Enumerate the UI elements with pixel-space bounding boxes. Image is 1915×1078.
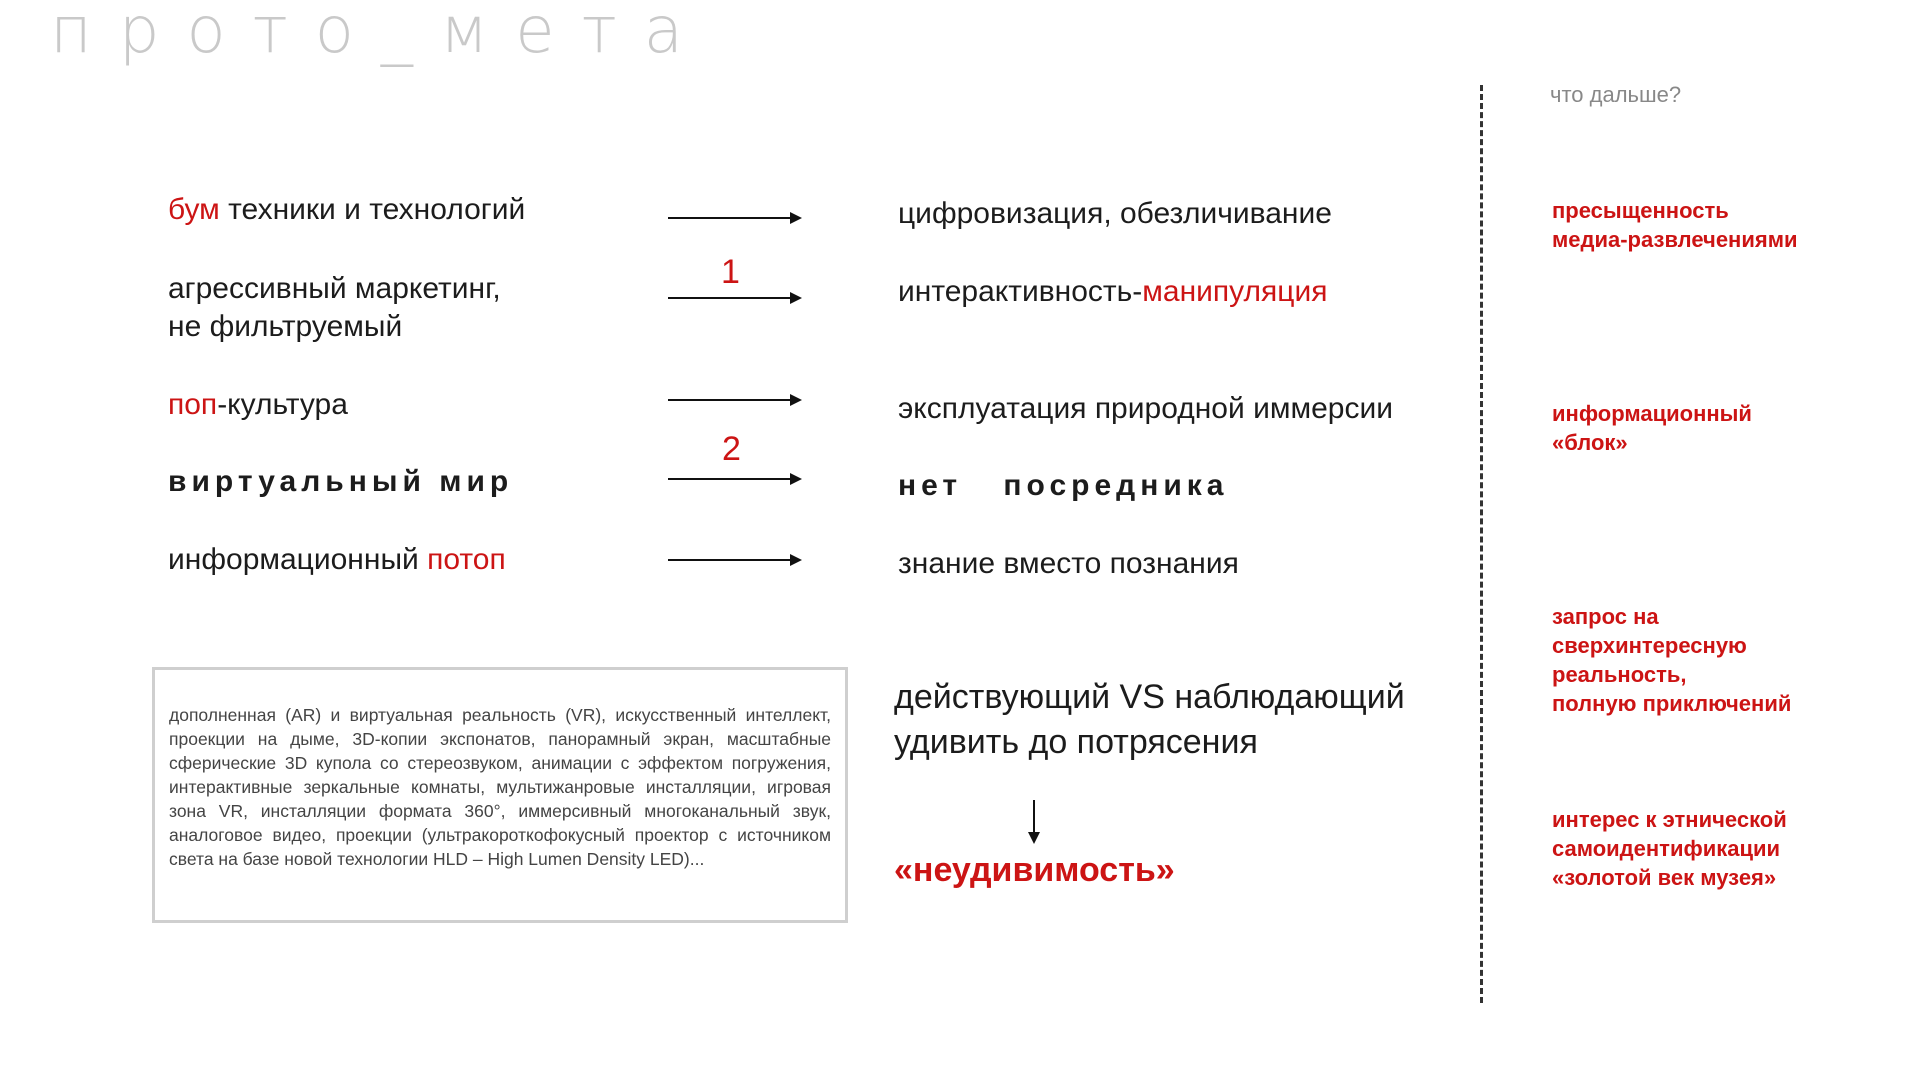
cause-line-2: не фильтруемый xyxy=(168,310,403,343)
effect-red-word: манипуляция xyxy=(1142,275,1328,308)
cause-red-word: бум xyxy=(168,193,220,226)
arrow-right xyxy=(668,553,804,567)
cause-red-word: поп xyxy=(168,388,218,421)
side-line: «блок» xyxy=(1552,430,1628,455)
cause-line-1: агрессивный маркетинг, xyxy=(168,272,501,305)
cause-info-flood xyxy=(168,541,506,579)
acting-line-1: действующий VS наблюдающий xyxy=(894,678,1405,716)
effect-digitalization xyxy=(898,195,1332,233)
arrow-right xyxy=(668,472,804,486)
arrow-right xyxy=(668,211,804,225)
arrow-right xyxy=(668,291,804,305)
effect-text: знание вместо познания xyxy=(898,547,1239,580)
conclusion-text: «неудивимость» xyxy=(894,851,1175,889)
side-item-ethnic-identity xyxy=(1552,805,1787,892)
dashed-divider xyxy=(1480,85,1483,1003)
marker-1: 1 xyxy=(721,253,740,291)
side-line: реальность, xyxy=(1552,662,1687,687)
side-line: полную приключений xyxy=(1552,691,1792,716)
side-line: интерес к этнической xyxy=(1552,807,1787,832)
side-line: запрос на xyxy=(1552,604,1659,629)
technologies-text: дополненная (AR) и виртуальная реальность (VR), искусственный интеллект, проекции на дыме, 3D-копии экспонатов, панорамный экран, масштабные сферические 3D купола со стереозвуком, анимации с эффектом погружения, интерактивные зеркальные комнаты, мультижанровые инсталляции, игровая зона VR, инсталляции формата 360°, иммерсивный многоканальный звук, аналоговое видео, проекции (ультракороткофокусный проектор с источником света на базе новой технологии HLD – High Lumen Density LED)... xyxy=(169,705,831,869)
cause-pop-culture xyxy=(168,386,348,424)
side-line: пресыщенность xyxy=(1552,198,1729,223)
cause-text: техники и технологий xyxy=(219,193,526,226)
arrow-down xyxy=(1027,800,1041,844)
effect-text: цифровизация, обезличивание xyxy=(898,197,1332,230)
side-line: информационный xyxy=(1552,401,1752,426)
cause-text: информационный xyxy=(168,543,428,576)
acting-line-2: удивить до потрясения xyxy=(894,723,1258,761)
effect-interactivity xyxy=(898,273,1327,311)
effect-knowledge xyxy=(898,545,1239,583)
cause-virtual-world: виртуальный мир xyxy=(168,465,514,498)
side-item-reality-request xyxy=(1552,602,1791,718)
effect-immersion xyxy=(898,390,1393,428)
side-line: медиа-развлечениями xyxy=(1552,227,1798,252)
effect-no-mediator: нет посредника xyxy=(898,469,1229,502)
side-item-oversaturation xyxy=(1552,196,1798,254)
marker-2: 2 xyxy=(722,430,741,468)
acting-vs-observing xyxy=(894,675,1405,765)
cause-text: -культура xyxy=(217,388,348,421)
side-line: самоидентификации xyxy=(1552,836,1781,861)
cause-red-word: потоп xyxy=(427,543,506,576)
side-line: «золотой век музея» xyxy=(1552,865,1777,890)
side-line: сверхинтересную xyxy=(1552,633,1747,658)
effect-text: интерактивность- xyxy=(898,275,1143,308)
page-title: прото_мета xyxy=(50,0,710,68)
technologies-box xyxy=(152,667,848,923)
whats-next-label: что дальше? xyxy=(1550,82,1682,107)
cause-tech-boom xyxy=(168,191,525,229)
arrow-right xyxy=(668,393,804,407)
effect-text: эксплуатация природной иммерсии xyxy=(898,392,1393,425)
cause-marketing xyxy=(168,270,501,346)
side-item-info-block xyxy=(1552,399,1752,457)
